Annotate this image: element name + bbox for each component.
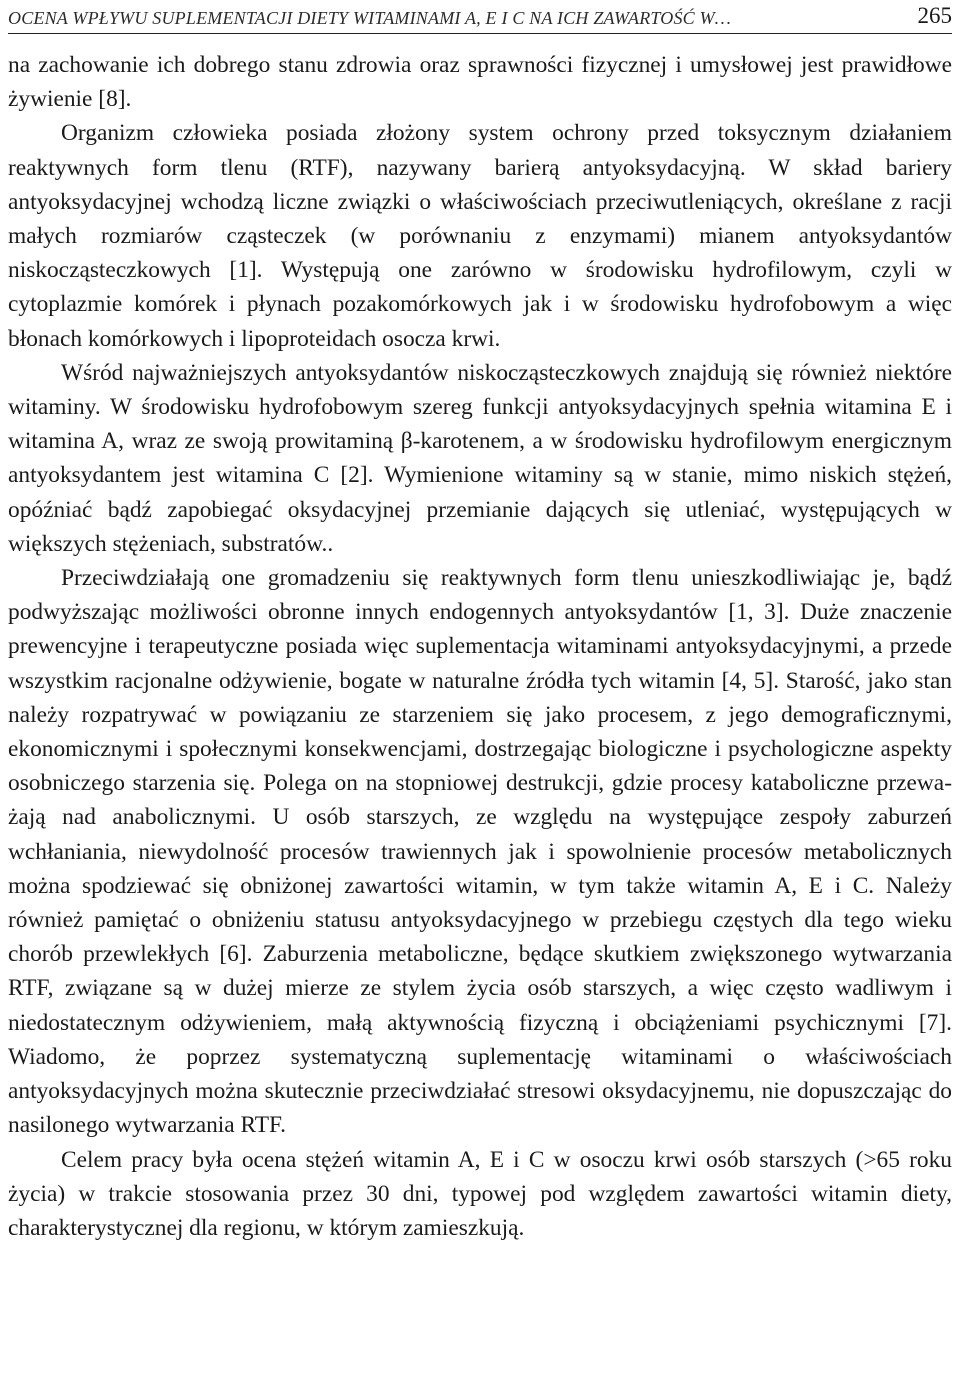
running-header <box>8 0 952 34</box>
paragraph-vitamins: Wśród najważniejszych antyoksydantów niskocząsteczkowych znajdują się również niektóre witaminy. W środowisku hydrofobowym szereg funkcji antyoksydacyjnych spełnia witamina E i witamina A, wraz ze swoją prowitaminą β-karotenem, a w środowisku hydrofilowym energicznym antyoksydantem jest witamina C [2]. Wymienione witaminy są w stanie, mimo niskich stężeń, opóźniać bądź zapobiegać oksydacyjnej przemianie dających się utleniać, występujących w większych stężeniach, substratów.. <box>8 359 952 557</box>
running-title: OCENA WPŁYWU SUPLEMENTACJI DIETY WITAMINAMI A, E I C NA ICH ZAWARTOŚĆ W… <box>8 8 731 28</box>
page-number: 265 <box>917 3 952 28</box>
page <box>8 0 952 1245</box>
paragraph-antioxidant-barrier: Organizm człowieka posiada złożony system ochrony przed toksycznym działaniem reaktywnych form tlenu (RTF), nazywany barierą antyoksydacyjną. W skład bariery antyoksydacyjnej wchodzą liczne związki o właściwościach przeciwutleniących, określane z racji małych rozmiarów cząsteczek (w porównaniu z enzymami) mianem antyoksydantów niskocząsteczkowych [1]. Występują one zarówno w środowisku hydrofilowym, czyli w cytoplazmie komórek i płynach pozakomórkowych jak i w środowisku hydrofobowym a więc błonach komórkowych i lipoproteidach osocza krwi. <box>8 120 952 352</box>
paragraph-elderly: Przeciwdziałają one gromadzeniu się reaktywnych form tlenu unieszkodliwiając je, bądź podwyższając możliwości obronne innych endogennych antyoksydantów [1, 3]. Duże znaczenie prewencyjne i terapeutyczne posiada więc suplementacja witaminami antyoksydacyjnymi, a przede wszystkim racjonalne odżywienie, bogate w naturalne źródła tych witamin [4, 5]. Starość, jako stan należy rozpatrywać w powiązaniu ze starzeniem się jako procesem, z jego demograficznymi, ekonomicznymi i społecznymi konsekwencjami, dostrzegając biologiczne i psychologiczne aspekty osobniczego starzenia się. Polega on na stopniowej destrukcji, gdzie procesy kataboliczne przeważają nad anabolicznymi. U osób starszych, ze względu na występujące zespoły zaburzeń wchłaniania, niewydolność procesów trawiennych jak i spowolnienie procesów metabolicznych można spodziewać się obniżonej zawartości witamin, w tym także witamin A, E i C. Należy również pamiętać o obniżeniu statusu antyoksydacyjnego w przebiegu częstych dla tego wieku chorób przewlekłych [6]. Zaburzenia metaboliczne, będące skutkiem zwiększonego wytwarzania RTF, związane są w dużej mierze ze stylem życia osób starszych, a więc często wadliwym i niedostatecznym odżywieniem, małą aktywnością fizyczną i obciążeniami psychicznymi [7]. Wiadomo, że poprzez systematyczną suplementację witaminami o właściwościach antyoksydacyjnych można skutecznie przeciwdziałać stresowi oksydacyjnemu, nie dopuszczając do nasilonego wytwarzania RTF. <box>8 565 952 1139</box>
paragraph-continuation: na zachowanie ich dobrego stanu zdrowia oraz sprawności fizycznej i umysłowej jest prawidłowe żywienie [8]. <box>8 52 952 113</box>
body-text <box>8 48 952 1245</box>
paragraph-aim: Celem pracy była ocena stężeń witamin A, E i C w osoczu krwi osób starszych (>65 roku życia) w trakcie stosowania przez 30 dni, typowej pod względem zawartości witamin diety, charakterystycznej dla regionu, w którym zamieszkują. <box>8 1146 952 1241</box>
